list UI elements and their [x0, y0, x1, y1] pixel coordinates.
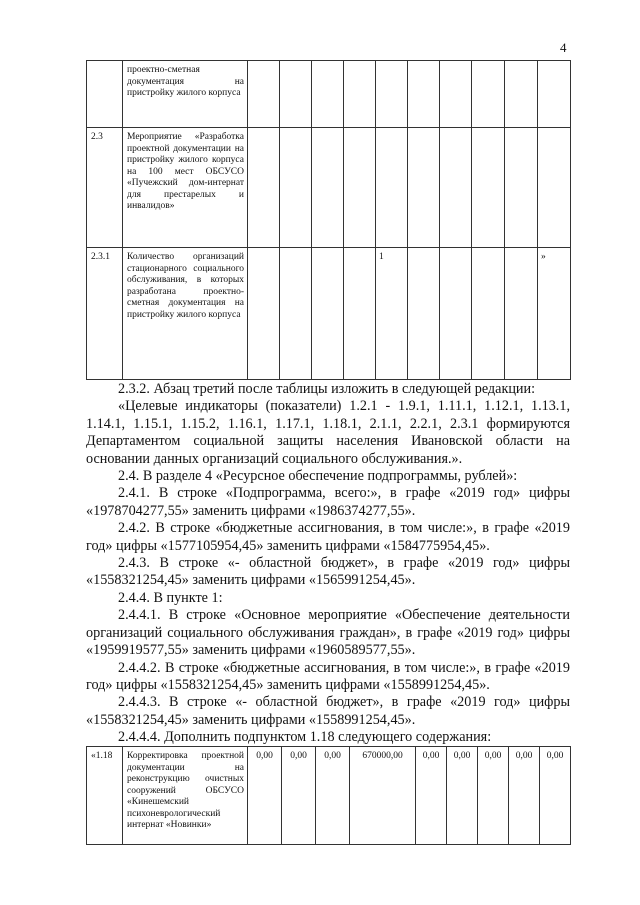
- value-cell: [280, 248, 312, 380]
- value-cell: 0,00: [540, 747, 571, 845]
- paragraph: 2.4.2. В строке «бюджетные ассигнования, в том числе:», в графе «2019 год» цифры «1577105954,45» заменить цифрами «1584775954,45».: [86, 520, 570, 554]
- value-cell: [440, 128, 472, 248]
- paragraph: 2.4.3. В строке «- областной бюджет», в графе «2019 год» цифры «1558321254,45» заменить цифрами «1565991254,45».: [86, 555, 570, 589]
- value-cell: [248, 248, 280, 380]
- value-cell: [312, 128, 344, 248]
- value-cell: [376, 61, 408, 128]
- value-cell: [472, 61, 505, 128]
- row-number: [87, 61, 123, 128]
- paragraph: 2.3.2. Абзац третий после таблицы изложить в следующей редакции:: [118, 381, 536, 397]
- paragraph: 2.4.4.3. В строке «- областной бюджет», в графе «2019 год» цифры «1558321254,45» заменить цифрами «1558991254,45».: [86, 694, 570, 728]
- value-cell: [312, 61, 344, 128]
- row-title: Корректировка проектной документации на реконструкцию очистных сооружений ОБСУСО «Кинешемский психоневрологический интернат «Новинки»: [123, 747, 248, 845]
- value-cell: [408, 61, 440, 128]
- value-cell: [472, 248, 505, 380]
- paragraph: 2.4.4.2. В строке «бюджетные ассигнования, в том числе:», в графе «2019 год» цифры «1558321254,45» заменить цифрами «1558991254,45».: [86, 659, 570, 693]
- value-cell: [505, 128, 538, 248]
- value-cell: 0,00: [316, 747, 350, 845]
- paragraph: «Целевые индикаторы (показатели) 1.2.1 - 1.9.1, 1.11.1, 1.12.1, 1.13.1, 1.14.1, 1.15.1, 1.15.2, 1.16.1, 1.17.1, 1.18.1, 2.1.1, 2.2.1, 2.3.1 формируются Департаментом социальной защиты населения Ивановской области на основании данных организаций социального обслуживания.».: [86, 398, 570, 467]
- value-cell: 0,00: [282, 747, 316, 845]
- table-row: [87, 248, 571, 380]
- value-cell: [440, 61, 472, 128]
- row-number: 2.3: [87, 128, 123, 248]
- row-title: проектно-сметная документация на пристройку жилого корпуса: [123, 61, 248, 128]
- value-cell: [505, 248, 538, 380]
- table-row: [87, 747, 571, 845]
- paragraph: 2.4.4.4. Дополнить подпунктом 1.18 следующего содержания:: [118, 729, 492, 746]
- value-cell: [312, 248, 344, 380]
- value-cell: [280, 61, 312, 128]
- row-title: Мероприятие «Разработка проектной документации на пристройку жилого корпуса на 100 мест ОБСУСО «Пучежский дом-интернат для престарелых и инвалидов»: [123, 128, 248, 248]
- value-cell: 670000,00: [350, 747, 416, 845]
- paragraph: 2.4.1. В строке «Подпрограмма, всего:», в графе «2019 год» цифры «1978704277,55» заменить цифрами «1986374277,55».: [86, 485, 570, 519]
- value-cell: [505, 61, 538, 128]
- value-cell: [408, 248, 440, 380]
- value-cell: [344, 128, 376, 248]
- value-cell: [376, 128, 408, 248]
- paragraph: 2.4. В разделе 4 «Ресурсное обеспечение подпрограммы, рублей»:: [118, 468, 518, 485]
- value-cell: »: [538, 248, 571, 380]
- paragraph: 2.4.4.1. В строке «Основное мероприятие «Обеспечение деятельности организаций социального обслуживания граждан», в графе «2019 год» цифры «1959919577,55» заменить цифрами «1960589577,55».: [86, 607, 570, 659]
- value-cell: 0,00: [416, 747, 447, 845]
- resource-table: [86, 746, 571, 845]
- page-number: 4: [560, 40, 567, 55]
- value-cell: 0,00: [447, 747, 478, 845]
- indicators-table: [86, 60, 571, 380]
- row-number: 2.3.1: [87, 248, 123, 380]
- value-cell: [344, 248, 376, 380]
- table-row: [87, 128, 571, 248]
- value-cell: [248, 61, 280, 128]
- value-cell: 1: [376, 248, 408, 380]
- value-cell: [248, 128, 280, 248]
- table-row: [87, 61, 571, 128]
- value-cell: [538, 61, 571, 128]
- value-cell: [408, 128, 440, 248]
- value-cell: [344, 61, 376, 128]
- document-body: [86, 381, 570, 747]
- row-number: «1.18: [87, 747, 123, 845]
- value-cell: [440, 248, 472, 380]
- value-cell: [472, 128, 505, 248]
- value-cell: [280, 128, 312, 248]
- paragraph: 2.4.4. В пункте 1:: [118, 589, 223, 606]
- value-cell: 0,00: [248, 747, 282, 845]
- value-cell: 0,00: [478, 747, 509, 845]
- row-title: Количество организаций стационарного социального обслуживания, в которых разработана проектно-сметная документация на пристройку жилого корпуса: [123, 248, 248, 380]
- value-cell: [538, 128, 571, 248]
- value-cell: 0,00: [509, 747, 540, 845]
